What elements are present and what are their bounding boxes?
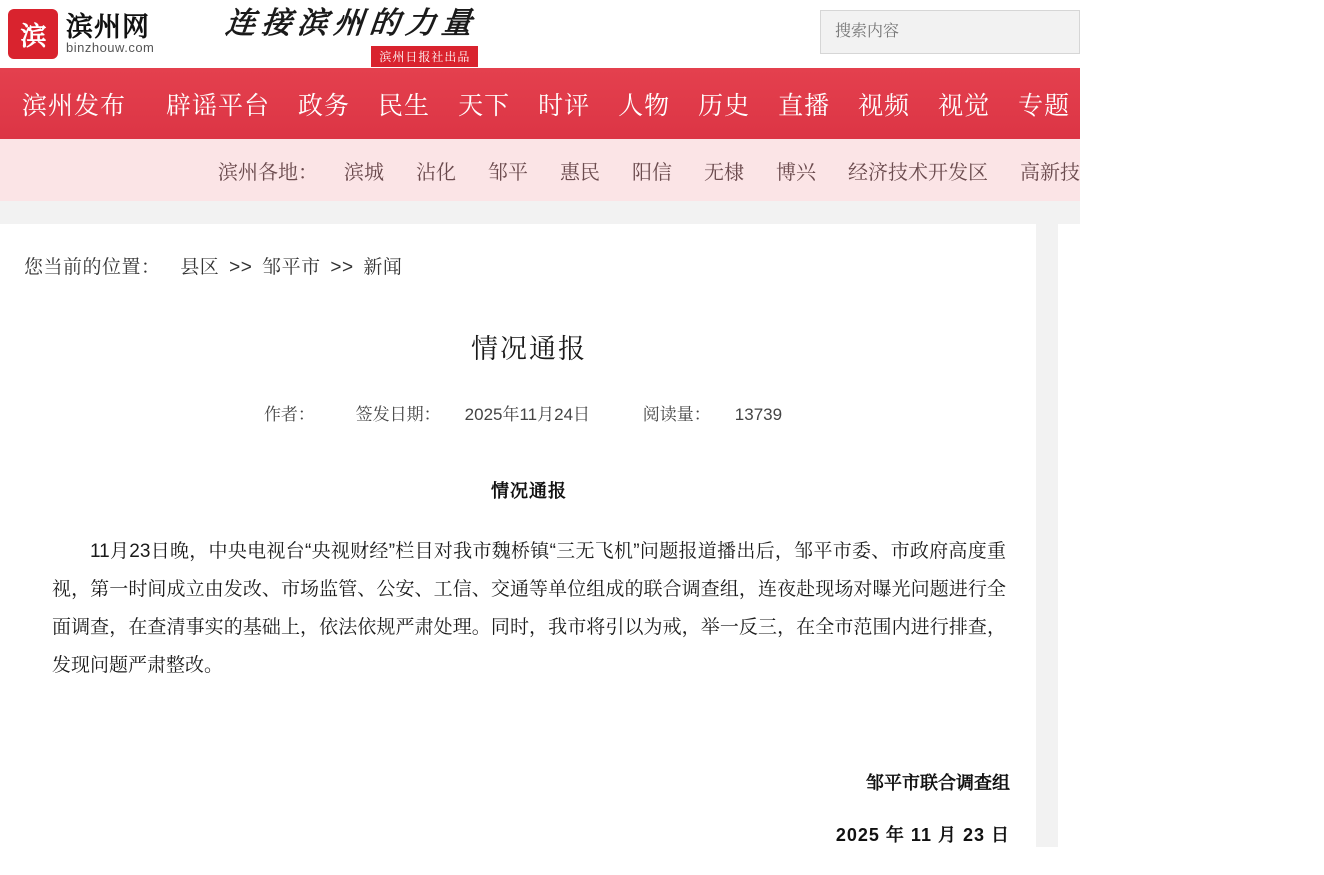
nav-item-6[interactable]: 人物 — [618, 91, 671, 120]
breadcrumb-item-1[interactable]: 邹平市 — [262, 257, 321, 278]
publisher-badge: 滨州日报社出品 — [371, 46, 478, 67]
article-container — [0, 224, 1058, 847]
page-title: 情况通报 — [471, 334, 587, 364]
district-item-2[interactable]: 邹平 — [488, 161, 528, 184]
article-paragraph: 11月23日晚，中央电视台“央视财经”栏目对我市魏桥镇“三无飞机”问题报道播出后，邹平市委、市政府高度重视，第一时间成立由发改、市场监管、公安、工信、交通等单位组成的联合调查组，连夜赴现场对曝光问题进行全面调查，在查清事实的基础上，依法依规严肃处理。同时，我市将引以为戒，举一反三，在全市范围内进行排查，发现问题严肃整改。 — [52, 541, 1006, 676]
district-item-6[interactable]: 博兴 — [776, 161, 816, 184]
page-gap — [0, 201, 1080, 224]
nav-item-3[interactable]: 民生 — [378, 91, 431, 120]
meta-views-value: 13739 — [734, 405, 783, 424]
district-nav-label: 滨州各地： — [218, 161, 318, 184]
slogan-text: 连接滨州的力量 — [224, 5, 480, 41]
nav-item-13[interactable]: 教育 — [1178, 91, 1231, 120]
site-logo[interactable] — [8, 9, 154, 59]
meta-date-label: 签发日期： — [355, 405, 441, 424]
nav-item-2[interactable]: 政务 — [298, 91, 351, 120]
article-body-heading: 情况通报 — [491, 481, 567, 501]
logo-mark-icon: 滨 — [8, 9, 58, 59]
logo-domain: binzhouw.com — [66, 40, 155, 56]
site-slogan — [226, 0, 478, 67]
meta-views-label: 阅读量： — [642, 405, 711, 424]
breadcrumb-separator-1: >> — [330, 257, 354, 278]
district-navigation — [0, 139, 1080, 201]
meta-date — [344, 405, 602, 424]
district-item-5[interactable]: 无棣 — [704, 161, 744, 184]
district-item-8[interactable]: 高新技 — [1020, 161, 1080, 184]
page-right-margin — [1036, 224, 1058, 847]
meta-date-value: 2025年11月24日 — [464, 405, 591, 424]
nav-item-9[interactable]: 视频 — [858, 91, 911, 120]
nav-item-8[interactable]: 直播 — [778, 91, 831, 120]
district-item-7[interactable]: 经济技术开发区 — [848, 161, 988, 184]
search-box[interactable] — [820, 10, 1080, 54]
district-item-4[interactable]: 阳信 — [632, 161, 672, 184]
breadcrumb-item-2[interactable]: 新闻 — [363, 257, 403, 278]
meta-author-label: 作者： — [263, 405, 315, 424]
nav-item-5[interactable]: 时评 — [538, 91, 591, 120]
district-item-1[interactable]: 沾化 — [416, 161, 456, 184]
nav-item-11[interactable]: 专题 — [1018, 91, 1071, 120]
article-signature: 邹平市联合调查组 — [866, 773, 1010, 793]
district-item-0[interactable]: 滨城 — [344, 161, 384, 184]
logo-text — [66, 13, 154, 55]
meta-views — [631, 405, 794, 424]
article-meta — [0, 400, 1058, 425]
breadcrumb-item-0[interactable]: 县区 — [180, 257, 220, 278]
search-input[interactable] — [833, 22, 1067, 42]
article-sign-date: 2025 年 11 月 23 日 — [835, 825, 1010, 845]
breadcrumb — [0, 224, 1058, 279]
site-header — [0, 0, 1080, 68]
nav-item-7[interactable]: 历史 — [698, 91, 751, 120]
nav-item-14[interactable]: 健康 — [1258, 91, 1311, 120]
nav-item-1[interactable]: 辟谣平台 — [166, 91, 271, 120]
breadcrumb-separator-0: >> — [229, 257, 253, 278]
nav-item-0[interactable]: 滨州发布 — [22, 91, 127, 120]
nav-item-10[interactable]: 视觉 — [938, 91, 991, 120]
main-navigation — [0, 68, 1311, 139]
district-item-3[interactable]: 惠民 — [560, 161, 600, 184]
logo-title: 滨州网 — [66, 12, 150, 42]
nav-item-4[interactable]: 天下 — [458, 91, 511, 120]
breadcrumb-prefix: 您当前的位置： — [24, 257, 161, 278]
nav-item-12[interactable]: 体育 — [1098, 91, 1151, 120]
